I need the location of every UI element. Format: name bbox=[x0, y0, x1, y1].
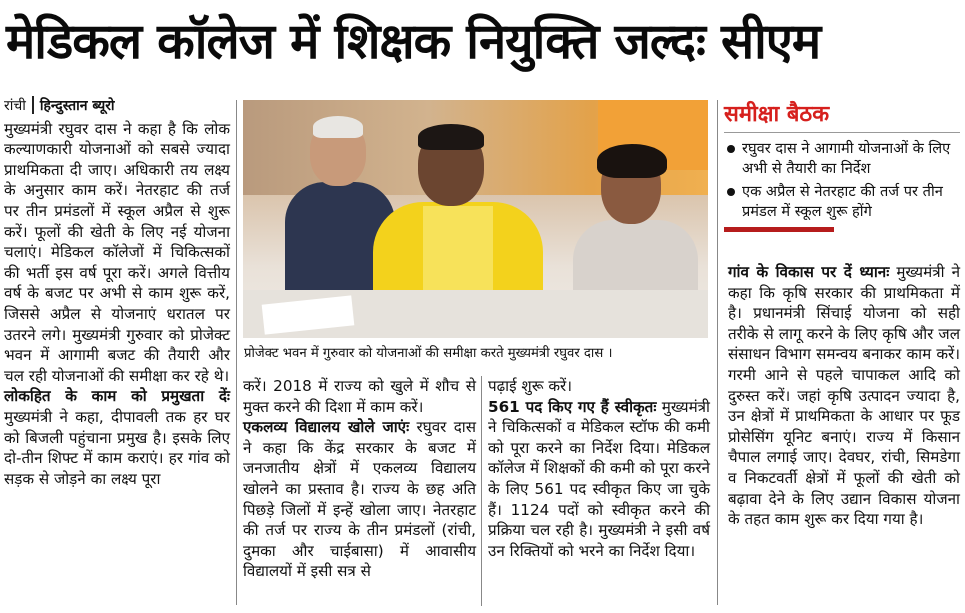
sidebar-title: समीक्षा बैठक bbox=[724, 100, 960, 133]
bullet-item bbox=[724, 139, 960, 178]
paragraph-sanitation: करें। 2018 में राज्य को खुले में शौच से मुक्त करने की दिशा में काम करें। bbox=[243, 377, 476, 416]
subhead-eklavya: एकलव्य विद्यालय खोले जाएंः bbox=[243, 418, 410, 437]
paragraph-text: मुख्यमंत्री ने कहा, दीपावली तक हर घर को बिजली पहुंचाना प्रमुख है। इसके लिए दो-तीन शिफ्ट में काम कराएं। हर गांव को सड़क से जोड़ने का लक्ष्य पूरा bbox=[4, 407, 230, 488]
article-column-1 bbox=[4, 96, 230, 489]
headline: मेडिकल कॉलेज में शिक्षक नियुक्ति जल्दः सीएम bbox=[6, 13, 821, 70]
subhead-public-welfare: लोकहित के काम को प्रमुखता देंः bbox=[4, 387, 230, 406]
sidebar-box bbox=[724, 100, 960, 236]
bullet-icon bbox=[727, 188, 735, 196]
byline-divider bbox=[32, 96, 34, 114]
photo-block bbox=[243, 100, 708, 370]
bullet-icon bbox=[727, 145, 735, 153]
paragraph-eklavya bbox=[243, 417, 476, 582]
byline bbox=[4, 96, 230, 117]
sidebar-bullets bbox=[724, 139, 960, 221]
byline-source: हिन्दुस्तान ब्यूरो bbox=[39, 98, 115, 114]
column-divider bbox=[236, 100, 237, 605]
meeting-photo bbox=[243, 100, 708, 338]
paragraph-posts bbox=[488, 397, 710, 562]
photo-caption: प्रोजेक्ट भवन में गुरुवार को योजनाओं की समीक्षा करते मुख्यमंत्री रघुवर दास । bbox=[244, 346, 613, 361]
subhead-posts-approved: 561 पद किए गए हैं स्वीकृतः bbox=[488, 397, 657, 416]
article-column-3 bbox=[488, 376, 710, 561]
section-rule bbox=[724, 227, 834, 232]
paragraph-text: मुख्यमंत्री ने कहा कि कृषि सरकार की प्राथमिकता में है। प्रधानमंत्री सिंचाई योजना को सही तरीके से लागू करने के लिए कृषि और जल संसाधन विभाग समन्वय बनाकर काम करें। गरमी आने से पहले चापाकल आदि को दुरुस्त करें। जहां कृषि उत्पादन ज्यादा है, उन क्षेत्रों में प्राथमिकता के आधार पर फूड प्रोसेसिंग यूनिट बनाएं। राज्य में किसान चैपाल लगाई जाए। देवघर, रांची, सिमडेगा व निकटवर्ती क्षेत्रों में फूलों की खेती को बढ़ावा देने के लिए उद्यान विकास योजना के तहत काम शुरू कर दिया गया है। bbox=[728, 263, 960, 529]
paragraph-village-development bbox=[728, 262, 960, 530]
column-divider bbox=[717, 100, 718, 605]
bullet-text: रघुवर दास ने आगामी योजनाओं के लिए अभी से तैयारी का निर्देश bbox=[742, 140, 951, 177]
article-column-4 bbox=[728, 262, 960, 530]
paragraph-start-classes: पढ़ाई शुरू करें। bbox=[488, 377, 572, 395]
bullet-text: एक अप्रैल से नेतरहाट की तर्ज पर तीन प्रमंडल में स्कूल शुरू होंगे bbox=[742, 183, 943, 220]
paragraph-electricity bbox=[4, 386, 230, 489]
column-divider bbox=[481, 376, 482, 606]
byline-location: रांची bbox=[4, 98, 26, 114]
paragraph-text: मुख्यमंत्री ने चिकित्सकों व मेडिकल स्टॉफ की कमी को पूरा करने का निर्देश दिया। मेडिकल कॉलेज में शिक्षकों की कमी को पूरा करने के लिए 561 पद स्वीकृत किए जा चुके हैं। 1124 पदों को स्वीकृत करने की प्रक्रिया चल रही है। मुख्यमंत्री ने इसी वर्ष उन रिक्तियों को भरने का निर्देश दिया। bbox=[488, 397, 710, 560]
subhead-village-development: गांव के विकास पर दें ध्यानः bbox=[728, 263, 890, 281]
lead-paragraph: मुख्यमंत्री रघुवर दास ने कहा है कि लोक कल्याणकारी योजनाओं को सबसे ज्यादा प्राथमिकता दी जाए। अधिकारी तय लक्ष्य के अनुसार काम करें। नेतरहाट की तर्ज पर तीन प्रमंडलों में स्कूल अप्रैल से शुरू करें। फूलों की खेती के लिए नई योजना चलाएं। मेडिकल कॉलेजों में चिकित्सकों की भर्ती इस वर्ष पूरा करें। अगले वित्तीय वर्ष के बजट पर अभी से काम शुरू करें, जिससे अप्रैल से योजनाएं धरातल पर उतरने लगे। मुख्यमंत्री गुरुवार को प्रोजेक्ट भवन में आगामी बजट की तैयारी और चल रही योजनाओं की समीक्षा कर रहे थे। bbox=[4, 119, 230, 385]
bullet-item bbox=[724, 182, 960, 221]
article-column-2 bbox=[243, 376, 476, 582]
paragraph-text: रघुवर दास ने कहा कि केंद्र सरकार के बजट में जनजातीय क्षेत्रों में एकलव्य विद्यालय खोलने का प्रस्ताव है। राज्य के छह अति पिछड़े जिलों में इन्हें खोला जाए। नेतरहाट की तर्ज पर राज्य के तीन प्रमंडलों (रांची, दुमका और चाईबासा) में आवासीय विद्यालयों में इसी सत्र से bbox=[243, 418, 476, 581]
